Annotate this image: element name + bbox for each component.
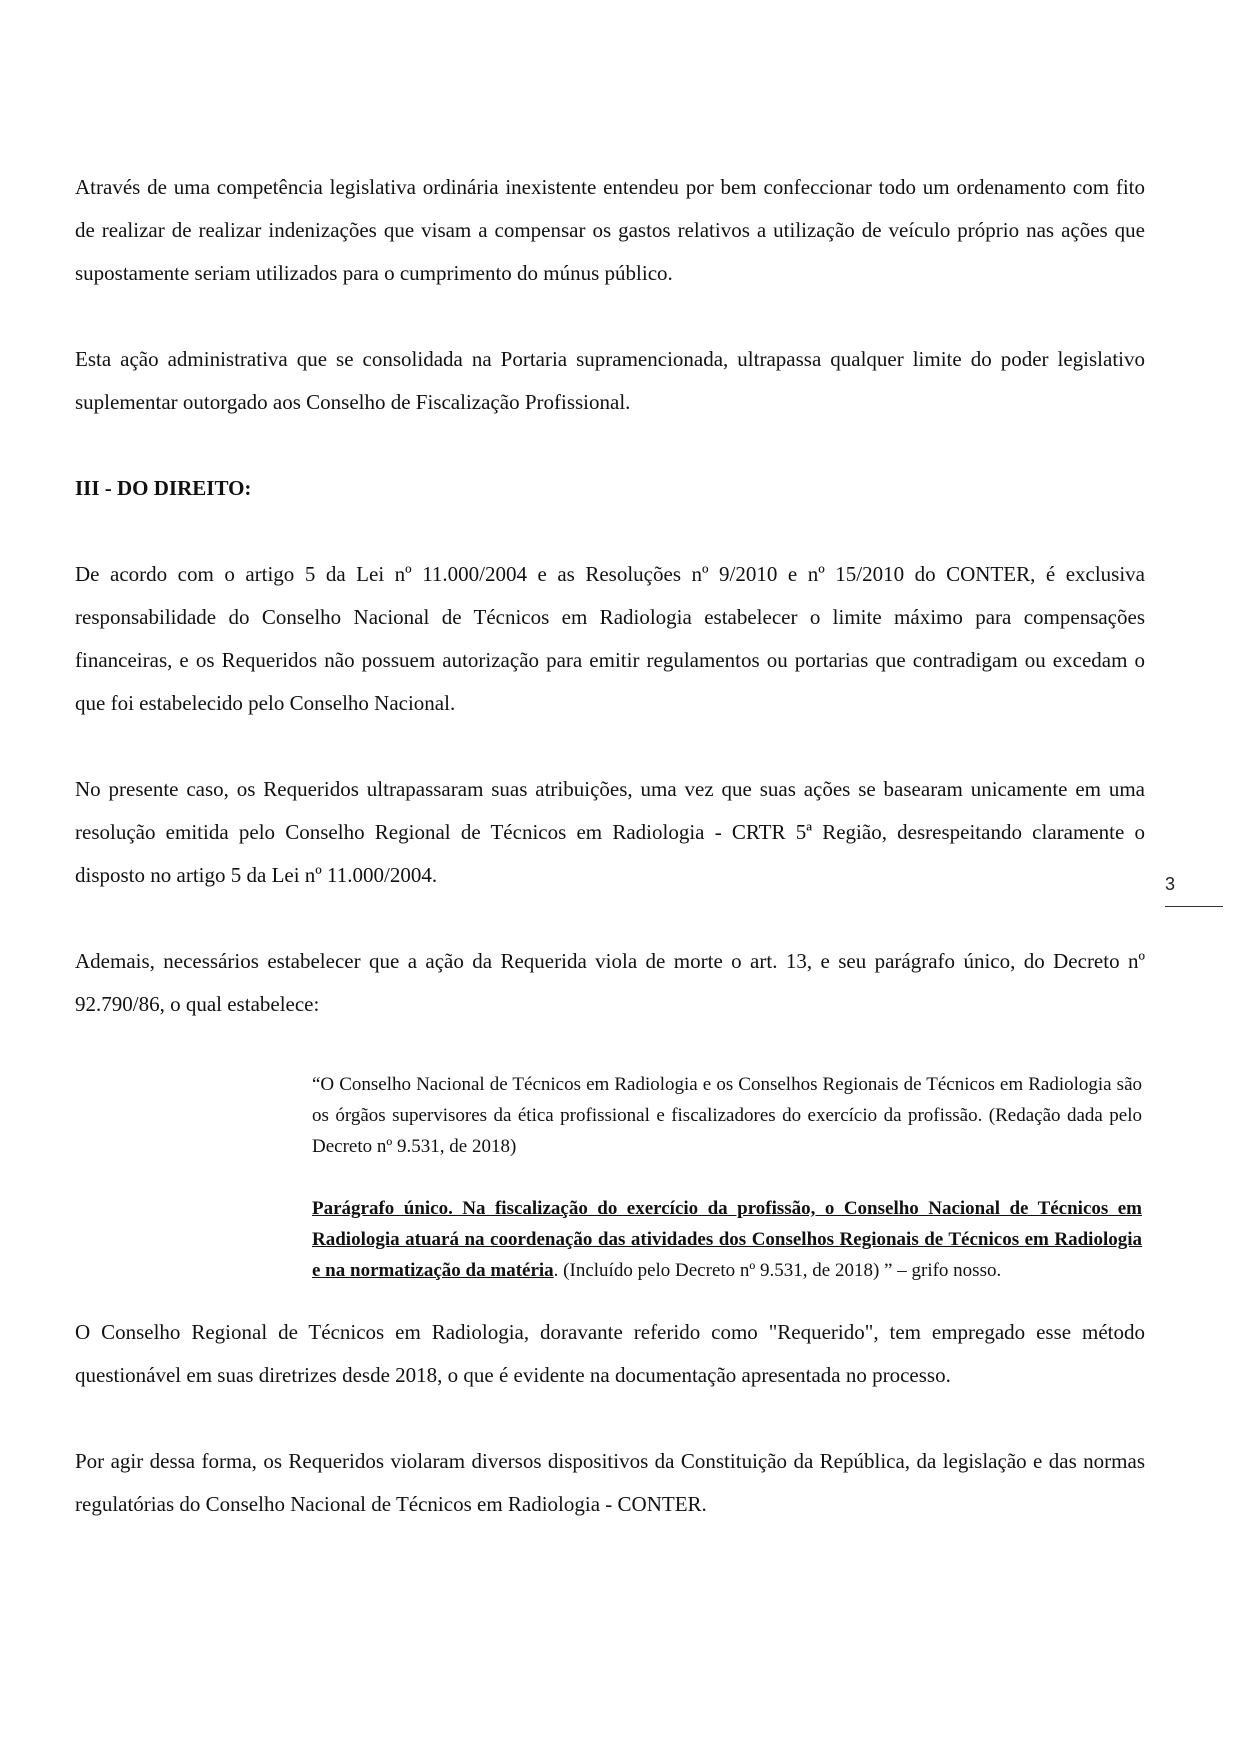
- paragraph: Ademais, necessários estabelecer que a ação da Requerida viola de morte o art. 13, e seu parágrafo único, do Decreto nº 92.790/86, o qual estabelece:: [75, 949, 1145, 1016]
- quote-citation: . (Incluído pelo Decreto nº 9.531, de 2018) ” – grifo nosso.: [553, 1260, 1002, 1281]
- paragraph: Através de uma competência legislativa ordinária inexistente entendeu por bem confeccionar todo um ordenamento com fito de realizar de realizar indenizações que visam a compensar os gastos relativos a utilização de veículo próprio nas ações que supostamente seriam utilizados para o cumprimento do múnus público.: [75, 175, 1145, 285]
- paragraph: No presente caso, os Requeridos ultrapassaram suas atribuições, uma vez que suas ações se basearam unicamente em uma resolução emitida pelo Conselho Regional de Técnicos em Radiologia - CRTR 5ª Região, desrespeitando claramente o disposto no artigo 5 da Lei nº 11.000/2004.: [75, 777, 1145, 887]
- paragraph: De acordo com o artigo 5 da Lei nº 11.000/2004 e as Resoluções nº 9/2010 e nº 15/2010 do CONTER, é exclusiva responsabilidade do Conselho Nacional de Técnicos em Radiologia estabelecer o limite máximo para compensações financeiras, e os Requeridos não possuem autorização para emitir regulamentos ou portarias que contradigam ou excedam o que foi estabelecido pelo Conselho Nacional.: [75, 562, 1145, 715]
- block-quote: [312, 1069, 1142, 1286]
- paragraph: O Conselho Regional de Técnicos em Radiologia, doravante referido como "Requerido", tem empregado esse método questionável em suas diretrizes desde 2018, o que é evidente na documentação apresentada no processo.: [75, 1320, 1145, 1387]
- paragraph: Por agir dessa forma, os Requeridos violaram diversos dispositivos da Constituição da República, da legislação e das normas regulatórias do Conselho Nacional de Técnicos em Radiologia - CONTER.: [75, 1449, 1145, 1516]
- quote-paragraph-single: [312, 1193, 1142, 1286]
- page-number-rule: [1165, 906, 1223, 907]
- section-heading: III - DO DIREITO:: [75, 476, 252, 500]
- document-body: [75, 166, 1145, 1526]
- quote-emphasis: Parágrafo único. Na fiscalização do exercício da profissão, o Conselho Nacional de Técnicos em Radiologia atuará na coordenação das atividades dos Conselhos Regionais de Técnicos em Radiologia e na normatização da matéria: [312, 1198, 1142, 1281]
- paragraph: Esta ação administrativa que se consolidada na Portaria supramencionada, ultrapassa qualquer limite do poder legislativo suplementar outorgado aos Conselho de Fiscalização Profissional.: [75, 347, 1145, 414]
- quote-paragraph: “O Conselho Nacional de Técnicos em Radiologia e os Conselhos Regionais de Técnicos em Radiologia são os órgãos supervisores da ética profissional e fiscalizadores do exercício da profissão. (Redação dada pelo Decreto nº 9.531, de 2018): [312, 1074, 1142, 1157]
- page-number: 3: [1165, 874, 1176, 894]
